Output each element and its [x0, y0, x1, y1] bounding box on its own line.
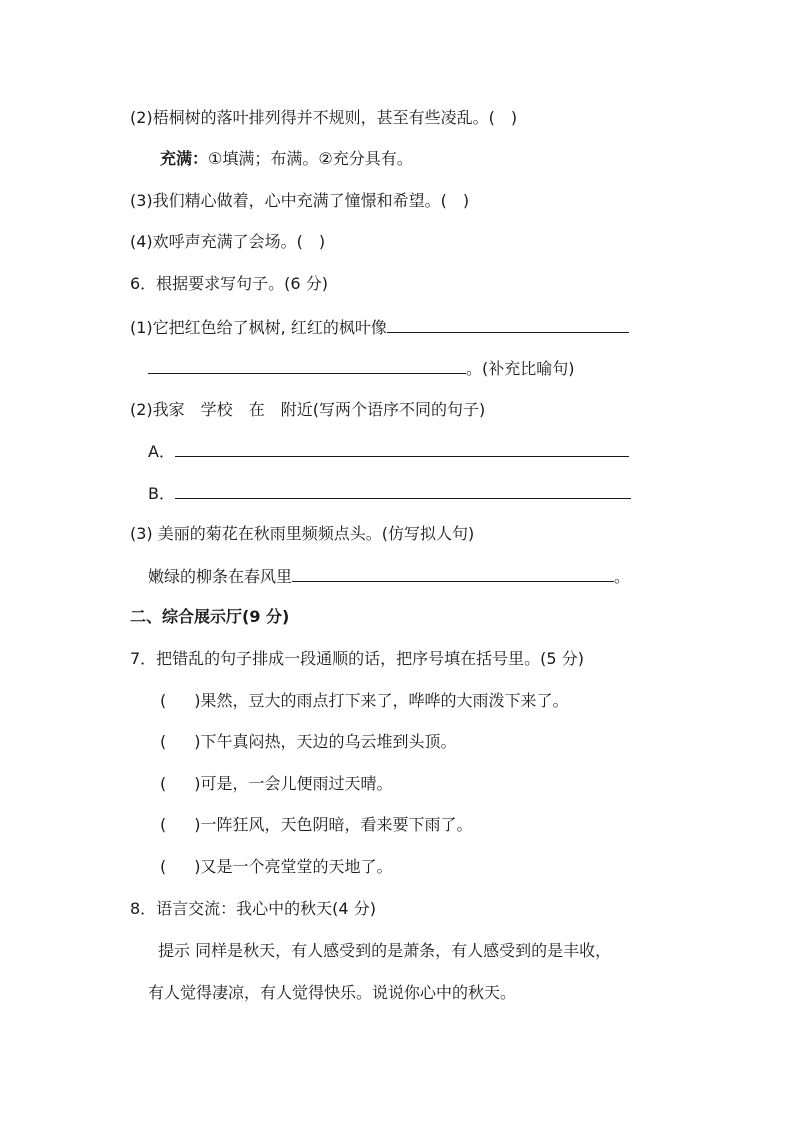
- q6-item-1-suffix: 。(补充比喻句): [466, 359, 575, 378]
- q6-item-1-continuation: [148, 357, 575, 380]
- open-paren: (: [160, 774, 167, 793]
- answer-blank[interactable]: [175, 440, 629, 457]
- option-b-label: B．: [148, 484, 175, 503]
- q6-item-1-prefix: (1)它把红色给了枫树, 红红的枫叶像: [130, 318, 387, 337]
- word-3: 在: [248, 400, 265, 419]
- sentence-text: )一阵狂风，天色阴暗，看来要下雨了。: [194, 815, 473, 834]
- q7-sentence-5: [160, 856, 393, 878]
- sentence-text: )可是，一会儿便雨过天晴。: [194, 774, 393, 793]
- q5-item-3: (3)我们精心做着，心中充满了憧憬和希望。( ): [130, 191, 470, 210]
- q6-item-3: (3) 美丽的菊花在秋雨里频频点头。(仿写拟人句): [130, 524, 475, 543]
- q8-title: 8．语言交流：我心中的秋天(4 分): [130, 899, 376, 918]
- q5-item-2: (2)梧桐树的落叶排列得并不规则，甚至有些凌乱。( ): [130, 108, 518, 127]
- open-paren: (: [160, 815, 167, 834]
- q8-hint-line-2: 有人觉得凄凉，有人觉得快乐。说说你心中的秋天。: [148, 983, 517, 1002]
- answer-blank[interactable]: [175, 482, 631, 499]
- definition-word: 充满：: [160, 149, 209, 168]
- q6-item-2: [130, 399, 485, 421]
- q6-option-b: [148, 482, 631, 505]
- q6-item-3-prefix: 嫩绿的柳条在春风里: [148, 567, 293, 586]
- open-paren: (: [160, 691, 167, 710]
- q6-item-3-answer: [148, 565, 630, 588]
- sentence-text: )果然，豆大的雨点打下来了，哗哗的大雨泼下来了。: [194, 691, 569, 710]
- open-paren: (: [160, 857, 167, 876]
- answer-blank[interactable]: [387, 316, 629, 333]
- option-a-label: A．: [148, 442, 175, 461]
- q8-hint-line-1: 提示 同样是秋天，有人感受到的是萧条，有人感受到的是丰收，: [158, 941, 612, 960]
- sentence-text: )又是一个亮堂堂的天地了。: [194, 857, 393, 876]
- q7-sentence-3: [160, 773, 393, 795]
- answer-blank[interactable]: [148, 357, 466, 374]
- word-4: 附近(写两个语序不同的句子): [280, 400, 486, 419]
- definition-text: ①填满；布满。②充分具有。: [208, 149, 413, 168]
- word-2: 学校: [200, 400, 233, 419]
- word-1: (2)我家: [130, 400, 185, 419]
- q6-title: 6．根据要求写句子。(6 分): [130, 274, 328, 293]
- q7-sentence-2: [160, 731, 457, 753]
- answer-blank[interactable]: [292, 565, 614, 582]
- open-paren: (: [160, 732, 167, 751]
- sentence-text: )下午真闷热，天边的乌云堆到头顶。: [194, 732, 457, 751]
- q6-item-3-suffix: 。: [614, 567, 631, 586]
- q5-definition: [160, 148, 413, 170]
- q5-item-4: (4)欢呼声充满了会场。( ): [130, 232, 326, 251]
- q7-title: 7．把错乱的句子排成一段通顺的话，把序号填在括号里。(5 分): [130, 649, 584, 668]
- q6-option-a: [148, 440, 629, 463]
- q7-sentence-4: [160, 814, 473, 836]
- q6-item-1: [130, 316, 629, 339]
- q7-sentence-1: [160, 690, 569, 712]
- section-2-title: 二、综合展示厅(9 分): [130, 607, 290, 626]
